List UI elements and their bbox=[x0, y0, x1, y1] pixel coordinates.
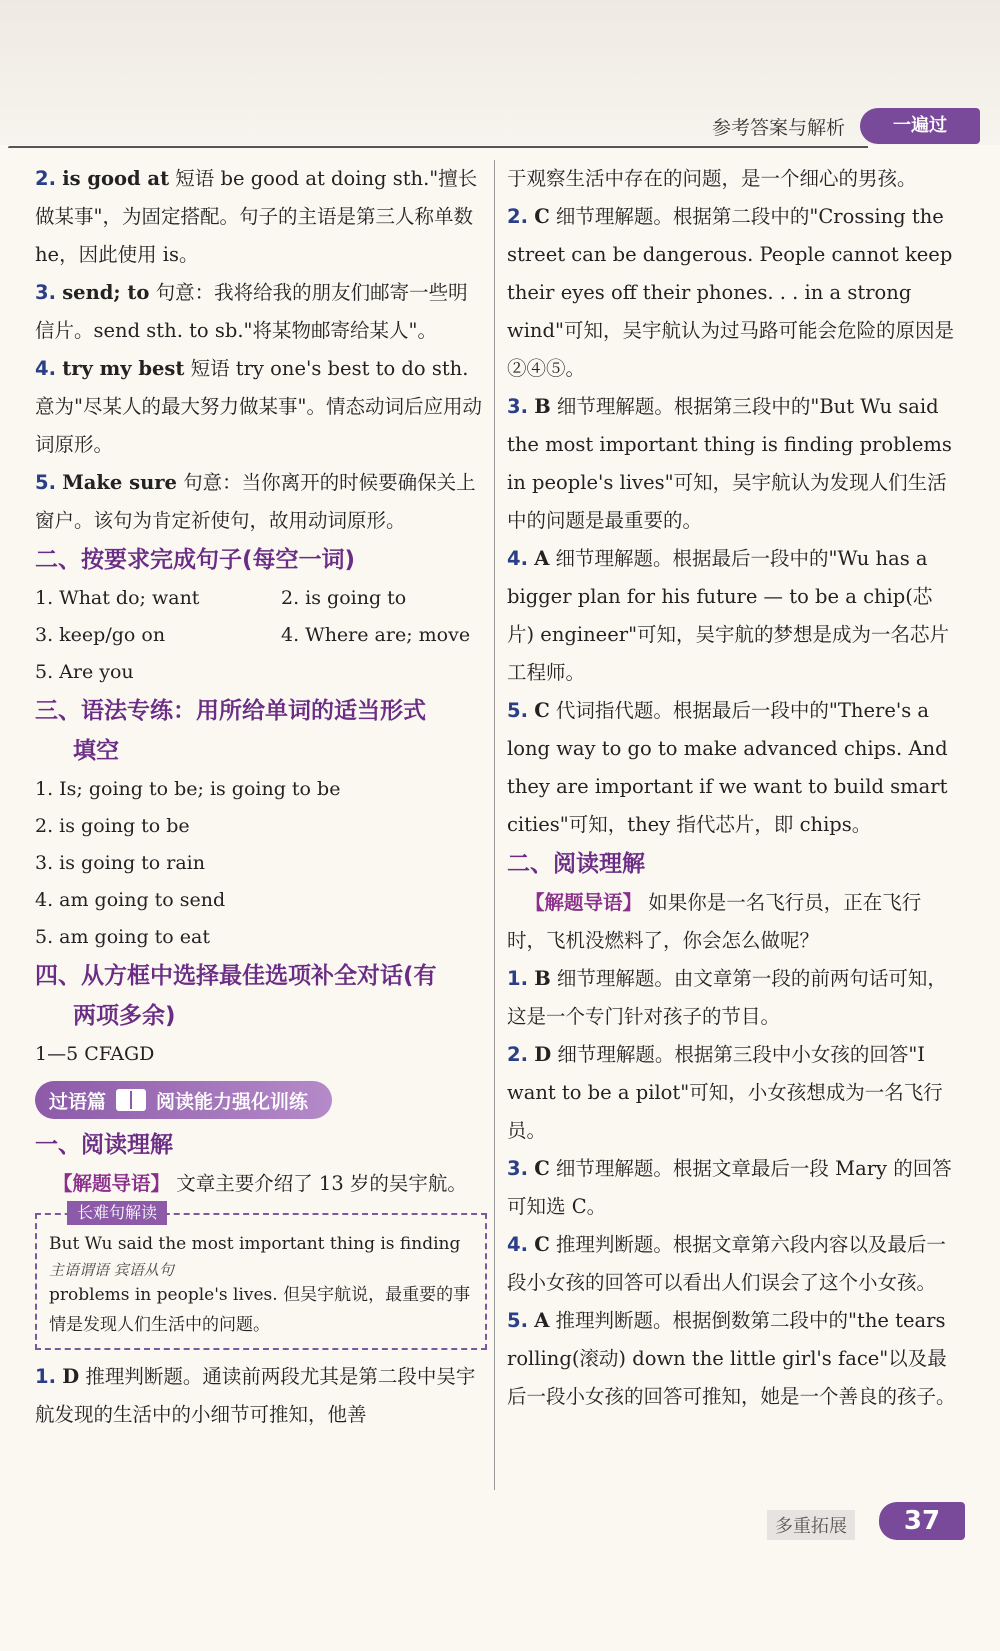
box-translation: problems in people's lives. 但吴宇航说，最重要的事情是发现人们生活中的问题。 bbox=[49, 1285, 471, 1335]
answer-item: 2. is good at 短语 be good at doing sth."擅长做某事"，为固定搭配。句子的主语是第三人称单数 he，因此使用 is。 bbox=[35, 167, 478, 266]
section-title: 一、阅读理解 bbox=[35, 1132, 173, 1158]
answer-row: 1. What do; want 2. is going to bbox=[35, 587, 407, 609]
guide-text: 【解题导语】 文章主要介绍了 13 岁的吴宇航。 bbox=[53, 1172, 467, 1195]
brand-badge: 一遍过 bbox=[860, 108, 980, 144]
answer-item: 3. B 细节理解题。根据第三段中的"But Wu said the most important thing is finding problems in people's lives"可知，吴宇航认为发现人们生活中的问题是最重要的。 bbox=[507, 395, 952, 532]
long-sentence-box bbox=[35, 1203, 487, 1350]
left-column bbox=[35, 160, 487, 1434]
section-title: 四、从方框中选择最佳选项补全对话(有 bbox=[35, 963, 437, 989]
page-number: 37 bbox=[879, 1502, 965, 1540]
answer-item: 4. C 推理判断题。根据文章第六段内容以及最后一段小女孩的回答可以看出人们误会了这个小女孩。 bbox=[507, 1233, 946, 1294]
header-title: 参考答案与解析 bbox=[711, 117, 845, 139]
column-divider bbox=[494, 160, 495, 1490]
answer-item: 2. C 细节理解题。根据第二段中的"Crossing the street can be dangerous. People cannot keep their eyes off their phones. . . in a strong wind"可知，吴宇航认为过马路可能会危险的原因是②④⑤。 bbox=[507, 205, 954, 380]
section-title: 二、按要求完成句子(每空一词) bbox=[35, 547, 356, 573]
answer-row: 1—5 CFAGD bbox=[35, 1043, 155, 1065]
guide-text: 【解题导语】 如果你是一名飞行员，正在飞行时，飞机没燃料了，你会怎么做呢？ bbox=[507, 891, 922, 952]
answer-row: 4. am going to send bbox=[35, 889, 226, 911]
section-title-cont: 两项多余) bbox=[73, 1003, 176, 1029]
answer-item: 5. Make sure 句意：当你离开的时候要确保关上窗户。该句为肯定祈使句，故用动词原形。 bbox=[35, 471, 476, 532]
answer-row: 5. am going to eat bbox=[35, 926, 210, 948]
answer-item: 3. send; to 句意：我将给我的朋友们邮寄一些明信片。send sth. to sb."将某物邮寄给某人"。 bbox=[35, 281, 468, 342]
section-title: 二、阅读理解 bbox=[507, 851, 645, 877]
answer-row: 1. Is; going to be; is going to be bbox=[35, 778, 341, 800]
answer-item: 3. C 细节理解题。根据文章最后一段 Mary 的回答可知选 C。 bbox=[507, 1157, 952, 1218]
continued-text: 于观察生活中存在的问题，是一个细心的男孩。 bbox=[507, 167, 917, 190]
answer-row: 2. is going to be bbox=[35, 815, 190, 837]
answer-item: 5. C 代词指代题。根据最后一段中的"There's a long way to go to make advanced chips. And they are important if we want to build smart cities"可知，they 指代芯片，即 chips。 bbox=[507, 699, 948, 836]
answer-item: 4. A 细节理解题。根据最后一段中的"Wu has a bigger plan for his future — to be a chip(芯片) engineer"可知，吴宇航的梦想是成为一名芯片工程师。 bbox=[507, 547, 950, 684]
answer-item: 1. B 细节理解题。由文章第一段的前两句话可知，这是一个专门针对孩子的节目。 bbox=[507, 967, 947, 1028]
answer-item: 2. D 细节理解题。根据第三段中小女孩的回答"I want to be a pilot"可知，小女孩想成为一名飞行员。 bbox=[507, 1043, 943, 1142]
answer-row: 3. is going to rain bbox=[35, 852, 205, 874]
answer-item: 1. D 推理判断题。通读前两段尤其是第二段中吴宇航发现的生活中的小细节可推知，他善 bbox=[35, 1365, 476, 1426]
section-title: 三、语法专练：用所给单词的适当形式 bbox=[35, 698, 426, 724]
section-banner: 过语篇 阅读能力强化训练 bbox=[35, 1081, 332, 1119]
book-icon bbox=[116, 1089, 146, 1111]
answer-item: 5. A 推理判断题。根据倒数第二段中的"the tears rolling(滚动) down the little girl's face"以及最后一段小女孩的回答可推知，她是一个善良的孩子。 bbox=[507, 1309, 956, 1408]
answer-item: 4. try my best 短语 try one's best to do sth.意为"尽某人的最大努力做某事"。情态动词后应用动词原形。 bbox=[35, 357, 482, 456]
page-header-band bbox=[0, 0, 1000, 145]
box-title: 长难句解读 bbox=[67, 1201, 167, 1225]
box-sentence: But Wu said the most important thing is finding bbox=[49, 1234, 461, 1254]
right-column bbox=[507, 160, 959, 1416]
answer-row: 3. keep/go on 4. Where are; move bbox=[35, 624, 471, 646]
footer-label: 多重拓展 bbox=[767, 1510, 855, 1540]
box-annotation: 主语谓语 宾语从句 bbox=[49, 1261, 174, 1279]
header-rule bbox=[8, 146, 868, 148]
section-title-cont: 填空 bbox=[73, 738, 119, 764]
answer-row: 5. Are you bbox=[35, 661, 134, 683]
